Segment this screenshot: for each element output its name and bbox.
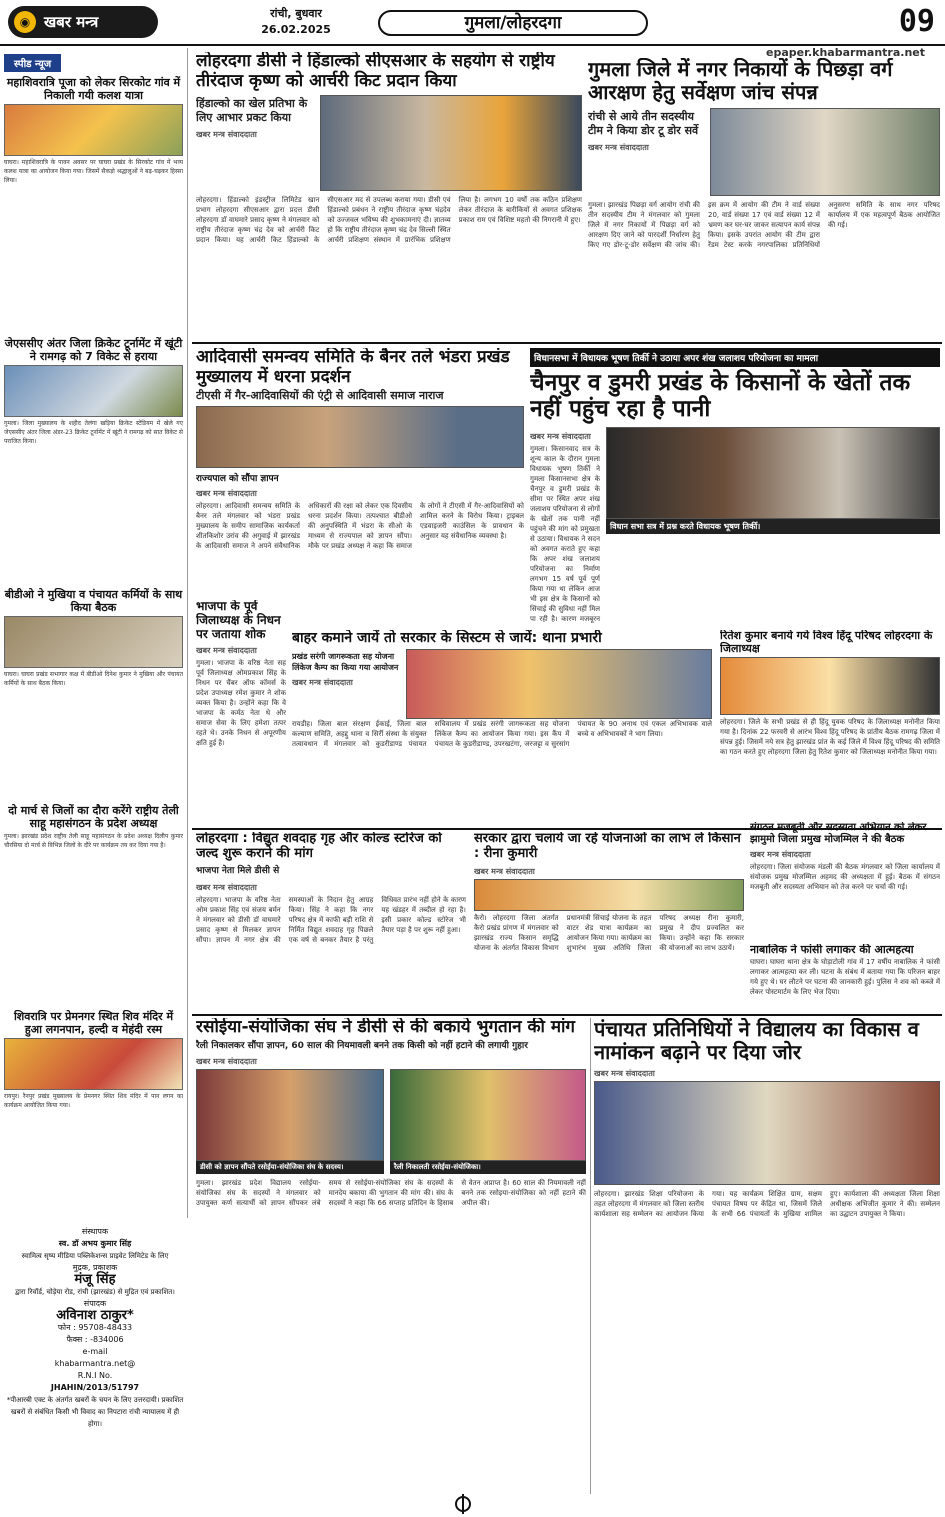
brief-headline: महाशिवरात्रि पूजा को लेकर सिरकोट गांव में निकाली गयी कलश यात्रा bbox=[6, 76, 181, 102]
story-byline: खबर मन्त्र संवाददाता bbox=[750, 850, 811, 859]
founder-name: स्व. डॉ अभय कुमार सिंह bbox=[58, 1239, 132, 1248]
story-byline: खबर मन्त्र संवाददाता bbox=[530, 431, 591, 441]
story-photo bbox=[710, 108, 940, 196]
brand-name: खबर मन्त्र bbox=[44, 13, 99, 31]
brief-photo bbox=[4, 616, 183, 668]
story-reena bbox=[474, 832, 744, 1010]
story-photo bbox=[196, 1069, 384, 1161]
story-body: गुमला। झारखंड पिछड़ा वर्ग आयोग रांची की तीन सदस्यीय टीम ने मंगलवार को गुमला जिले में नगर निकायों में पिछड़ा वर्ग को आरक्षण दिए जाने को पारदर्शी निर्धारण हेतु किए गए डोर-टू-डोर सर्वेक्षण की जांच की। इस क्रम में आयोग की टीम ने वार्ड संख्या 20, वार्ड संख्या 17 एवं वार्ड संख्या 12 में भ्रमण कर घर-घर जाकर सत्यापन कार्य संपन्न किया। इसके उपरांत आयोग की टीम द्वारा रेंडम टेस्ट करके नगरपालिका प्रतिनिधियों अनुसरण समिति के साथ नगर परिषद कार्यालय में एक महत्वपूर्ण बैठक आयोजित की गई। bbox=[588, 201, 940, 249]
story-archery bbox=[196, 52, 582, 340]
story-photo bbox=[406, 649, 712, 719]
story-body: लोहरदगा। भाजपा के वरिष्ठ नेता ओम प्रकाश सिंह एवं संजय बर्मन ने मंगलवार को डीसी डॉ वाघमारे प्रसाद कृष्ण से मिलकर ज्ञापन सौंपा। ज्ञापन में नगर क्षेत्र की समस्याओं के निदान हेतु आग्रह किया। सिंह ने कहा कि नगर परिषद क्षेत्र में काफी बड़ी राशि से निर्मित विद्युत शवदाह गृह पिछले एक वर्ष से बनकर तैयार है परंतु विधिवत प्रारंभ नहीं होने के कारण यह खंडहर में तब्दील हो रहा है। इसी प्रकार कोल्ड स्टोरेज भी तैयार पड़ा है पर शुरू नहीं हुआ। bbox=[196, 895, 466, 944]
brief-item bbox=[4, 337, 183, 582]
story-body: लोहरदगा। जिला संयोजक मंडली की बैठक मंगलवार को जिला कार्यालय में संयोजक प्रमुख मोजम्मिल अहमद की अध्यक्षता में हुई। बैठक में संगठन मजबूती और सदस्यता अभियान को तेज करने पर चर्चा की गई। bbox=[750, 863, 940, 891]
story-body: लोहरदगा। आदिवासी समन्वय समिति के बैनर तले मंगलवार को भंडरा प्रखंड मुख्यालय के समीप सामाजिक कार्यकर्ता शीतकिशोर उरांव की अगुवाई में झारखंड के आदिवासी समाज ने अपने संवैधानिक अधिकारों की रक्षा को लेकर एक दिवसीय धरना प्रदर्शन किया। तत्पश्चात बीडीओ की अनुपस्थिति में भंडरा के सीओ के माध्यम से राज्यपाल को ज्ञापन सौंपा। मौके पर प्रखंड अध्यक्ष ने कहा कि समाज के लोगों ने टीएसी में गैर-आदिवासियों को शामिल करने के विरोध किया। ट्राइबल एडवाइजरी काउंसिल के प्रावधान के अनुसार यह संवैधानिक व्यवस्था है। bbox=[196, 502, 524, 551]
rni-number: JHAHIN/2013/51797 bbox=[50, 1383, 140, 1392]
printer-name: मंजू सिंह bbox=[74, 1272, 116, 1287]
story-kicker: विधानसभा में विधायक भूषण तिर्की ने उठाया अपर शंख जलाशय परियोजना का मामला bbox=[530, 348, 940, 367]
story-headline[interactable]: लोहरदगा डीसी ने हिंडाल्को सीएसआर के सहयोग से राष्ट्रीय तीरंदाज कृष्ण को आर्चरी किट प्रदान किया bbox=[196, 52, 555, 91]
story-deck: प्रखंड सरंगी जागरूकता सह योजना लिंकेज कैम्प का किया गया आयोजन bbox=[292, 652, 399, 673]
editor-label: संपादक bbox=[83, 1299, 107, 1308]
brief-item bbox=[4, 1010, 183, 1200]
story-deck: रैली निकालकर सौंपा ज्ञापन, 60 साल की नियमावली बनने तक किसी को नहीं हटाने की लगायी गुहार bbox=[196, 1040, 528, 1051]
story-byline: खबर मन्त्र संवाददाता bbox=[588, 143, 649, 152]
story-headline[interactable]: रसोईया-संयोजिका संघ ने डीसी से की बकाये भुगतान की मांग bbox=[196, 1018, 576, 1037]
speed-news-column bbox=[0, 48, 188, 1218]
column-rule bbox=[590, 1018, 591, 1494]
story-byline: खबर मन्त्र संवाददाता bbox=[594, 1069, 655, 1078]
photo-caption: रैली निकालती रसोईया-संयोजिका। bbox=[390, 1161, 586, 1174]
brief-item bbox=[4, 588, 183, 798]
brief-body: घाघरा। महाशिवरात्रि के पावन अवसर पर घाघरा प्रखंड के सिरकोट गांव में भव्य कलश यात्रा का आयोजन किया गया। जिसमें सैकड़ो श्रद्धालुओं ने बढ़-चढ़कर हिस्सा लिया। bbox=[4, 159, 183, 184]
dateline bbox=[246, 6, 346, 38]
story-cooks-union bbox=[196, 1018, 586, 1490]
story-survey bbox=[588, 58, 940, 340]
brief-body: रायपुर। रैनपुर प्रखंड मुख्यालय के प्रेमनगर स्थित शिव मंदिर में पान लगन का कार्यक्रम आयोजित किया गया। bbox=[4, 1093, 183, 1109]
story-subhead: राज्यपाल को सौंपा ज्ञापन bbox=[196, 474, 279, 485]
brief-headline: जेएससीए अंतर जिला क्रिकेट टूर्नामेंट में खूंटी ने रामगढ़ को 7 विकेट से हराया bbox=[4, 337, 183, 363]
imprint-box bbox=[6, 1226, 184, 1506]
story-body: लोहरदगा। जिले के सभी प्रखंड से ही हिंदू युवक परिषद के जिलाध्यक्ष मनोनीत किया गया है। दिनांक 22 फरवरी से आरंभ विश्व हिंदू परिषद के प्रांतीय बैठक रामगढ़ जिला में संपन्न हुई। जिसमें नये सत्र हेतु झारखंड प्रांत के कई जिले में विश्व हिंदू परिषद की समिति का गठन करते हुए लोहरदगा जिला हेतु रितेश कुमार को जिलाध्यक्ष मनोनीत किया गया। bbox=[720, 718, 940, 757]
story-headline[interactable]: संगठन मजबूती और सदस्यता अभियान को लेकर झामुमो जिला प्रमुख मोजम्मिल ने की बैठक bbox=[750, 822, 927, 845]
story-photo bbox=[606, 427, 940, 519]
printer-label: मुद्रक, प्रकाशक bbox=[72, 1263, 118, 1272]
story-panchayat bbox=[594, 1018, 940, 1490]
story-headline[interactable]: भाजपा के पूर्व जिलाध्यक्ष के निधन पर जताया शोक bbox=[196, 600, 281, 641]
edition-url[interactable]: epaper.khabarmantra.net bbox=[766, 46, 925, 59]
print-address: द्वारा रिवॉर्ड, चोड़ेया रोड, रांची (झारखंड) से मुद्रित एवं प्रकाशित। bbox=[15, 1288, 175, 1296]
story-body: लोहरदगा। झारखंड शिक्षा परियोजना के तहत लोहरदगा में मंगलवार को जिला स्तरीय कार्यशाला सह सम्मेलन का आयोजन किया गया। यह कार्यक्रम शिक्षित ग्राम, सक्षम पंचायत विषय पर केंद्रित था, जिसमें जिले के सभी 66 पंचायतों के मुखिया शामिल हुए। कार्यशाला की अध्यक्षता जिला शिक्षा अधीक्षक अभिजीत कुमार ने की। सम्मेलन का उद्घाटन उपायुक्त ने किया। bbox=[594, 1190, 940, 1218]
story-headline[interactable]: पंचायत प्रतिनिधियों ने विद्यालय का विकास व नामांकन बढ़ाने पर दिया जोर bbox=[594, 1018, 919, 1064]
story-body: कैरो। लोहरदगा जिला अंतर्गत कैरो प्रखंड प्रांगण में मंगलवार को झारखंड राज्य किसान समृद्धि योजना के अंतर्गत विकास विभाग प्रधानमंत्री सिंचाई योजना के तहत वाटर शेड यात्रा कार्यक्रम का आयोजन किया गया। कार्यक्रम का शुभारंभ मुख्य अतिथि जिला परिषद अध्यक्ष रीना कुमारी, प्रमुख ने दीप प्रज्वलित कर किया। उन्होंने कहा कि सरकार की योजनाओं का लाभ उठायें। bbox=[474, 913, 744, 952]
story-byline: खबर मन्त्र संवाददाता bbox=[196, 1056, 257, 1066]
section-rule bbox=[192, 342, 942, 344]
story-photo bbox=[320, 95, 582, 191]
brand-mark-icon: ◉ bbox=[14, 11, 36, 33]
story-suicide bbox=[750, 944, 940, 1012]
brief-item bbox=[4, 804, 183, 1004]
issue-date: 26.02.2025 bbox=[261, 23, 331, 36]
story-body: घाघरा। घाघरा थाना क्षेत्र के घोड़ाटोली गांव में 17 वर्षीय नाबालिक ने फांसी लगाकर आत्महत्या कर ली। घटना के संबंध में बताया गया कि परिजन बाहर गये हुए थे। घर लौटने पर घटना की जानकारी हुई। पुलिस ने शव को कब्जे में लेकर पोस्टमार्टम के लिए भेज दिया। bbox=[750, 957, 940, 996]
story-byline: खबर मन्त्र संवाददाता bbox=[292, 678, 353, 688]
photo-caption: विधान सभा सत्र में प्रश्न करते विधायक भूषण तिर्की। bbox=[606, 519, 940, 534]
story-byline: खबर मन्त्र संवाददाता bbox=[196, 646, 257, 656]
legal-note: *पीआरबी एक्ट के अंतर्गत खबरों के चयन के लिए उत्तरदायी। प्रकाशित खबरों से संबंधित किसी भी विवाद का निपटारा रांची न्यायालय में ही होगा। bbox=[6, 1396, 184, 1428]
story-photo bbox=[390, 1069, 586, 1161]
story-body: गुमला। झारखंड प्रदेश विद्यालय रसोईया-संयोजिका संघ के सदस्यों ने मंगलवार को उपायुक्त कर्ण सत्यार्थी को ज्ञापन सौंपकर लंबे समय से रसोईया-संयोजिका संघ के सदस्यों के मानदेय बकाया की भुगतान की मांग की। संघ के सदस्यों ने कहा कि 66 सप्ताह प्रतिदिन के हिसाब से वेतन अप्राप्त है। 60 साल की नियमावली नहीं बनने तक रसोइया-संयोजिका को नहीं हटाने की अपील की। bbox=[196, 1178, 586, 1207]
brief-headline: शिवरात्रि पर प्रेमनगर स्थित शिव मंदिर में हुआ लगनपान, हल्दी व मेहंदी रस्म bbox=[13, 1010, 174, 1036]
story-photo bbox=[594, 1081, 940, 1185]
story-headline[interactable]: आदिवासी समन्वय समिति के बैनर तले भंडरा प्रखंड मुख्यालय में धरना प्रदर्शन bbox=[196, 348, 510, 387]
story-headline[interactable]: सरकार द्वारा चलाये जा रहे योजनाओं का लाभ ले किसान : रीना कुमारी bbox=[474, 832, 741, 861]
story-deck: भाजपा नेता मिले डीसी से bbox=[196, 865, 280, 876]
story-photo bbox=[474, 879, 744, 911]
story-photo bbox=[720, 657, 940, 715]
speed-news-tag: स्पीड न्यूज bbox=[4, 54, 61, 72]
story-farmers bbox=[530, 348, 940, 624]
masthead bbox=[0, 0, 945, 46]
story-body: लोहरदगा। हिंडाल्को इंडस्ट्रीज लिमिटेड खान प्रभाग लोहरदगा सीएसआर द्वारा प्रदत्त डीसी लोहरदगा डॉ वाघमारे प्रसाद कृष्ण ने मंगलवार को राष्ट्रीय तीरंदाज कृष्ण चंद्र देव को आर्चरी किट प्रदान किया। यह आर्चरी किट हिंडाल्को के सीएसआर मद से उपलब्ध कराया गया। डीसी एवं हिंडाल्को प्रबंधन ने राष्ट्रीय तीरंदाज कृष्ण चंद्रदेव को उज्जवल भविष्य की शुभकामनाएं दी। ज्ञातव्य हो कि राष्ट्रीय तीरंदाज कृष्ण चंद्र देव सिल्ली स्थित आर्चरी प्रशिक्षण संस्थान में प्रारंभिक प्रशिक्षण लिया है। लगभग 10 वर्षों तक कठिन प्रशिक्षण लेकर तीरंदाज के बारीकियों से अवगत प्रशिक्षक प्रकाश राम एवं विशिष्ट महतो की निगरानी में हुए। bbox=[196, 196, 582, 245]
story-jmm-meeting bbox=[750, 822, 940, 940]
story-byline: खबर मन्त्र संवाददाता bbox=[474, 866, 535, 876]
story-byline: खबर मन्त्र संवाददाता bbox=[196, 489, 257, 499]
brief-body: घाघरा। घाघरा प्रखंड सभागार कक्ष में बीडीओ दिनेश कुमार ने मुखिया और पंचायत कर्मियों के साथ बैठक किया। bbox=[4, 671, 183, 687]
story-body: गुमला। किसानवाद सत्र के शून्य काल के दौरान गुमला विधायक भूषण तिर्की ने गुमला किसानसभा क्षेत्र के चैनपुर व डुमरी प्रखंड के सीमा पर स्थित अपर शंख जलाशय परियोजना से लोगों के खेतों तक पानी नहीं पहुंचने की मांग को प्रमुखता से उठाया। विधायक ने सदन को अवगत कराते हुए कहा कि अपर शंख जलाशय परियोजना का निर्माण लगभग 15 वर्ष पूर्व पूर्ण किया गया था लेकिन आज भी इस क्षेत्र के किसानों को सिंचाई की सुविधा नहीं मिल पा रही है। कारण मजबूरन bbox=[530, 444, 600, 623]
registration-mark-icon bbox=[455, 1496, 471, 1512]
email[interactable]: khabarmantra.net@ bbox=[54, 1359, 136, 1368]
brief-photo bbox=[4, 365, 183, 417]
brief-headline: बीडीओ ने मुखिया व पंचायत कर्मियों के साथ किया बैठक bbox=[4, 588, 183, 614]
story-headline[interactable]: चैनपुर व डुमरी प्रखंड के किसानों के खेतों तक नहीं पहुंच रहा है पानी bbox=[530, 370, 911, 423]
photo-caption: डीसी को ज्ञापन सौंपते रसोईया-संयोजिका संघ के सदस्य। bbox=[196, 1161, 384, 1174]
story-body: रायडीह। जिला बाल संरक्षण ईकाई, जिला बाल कल्याण समिति, अहद्दु थाना व सिर्री संस्था के संयुक्त तत्वावधान में मंगलवार को कुडरीडाण्ड पंचायत सचिवालय में प्रखंड सरंगी जागरूकता सह योजना लिंकेज कैम्प का आयोजन किया गया। इस कैंप में पंचायत के कुडरीडाण्ड, उपरखटंगा, जरजट्टा व सुरसांग पंचायत के 90 अनाथ एवं एकल अभिभावक वाले बच्चे व अभिभावकों ने भाग लिया। bbox=[292, 720, 712, 749]
story-deck: रांची से आये तीन सदस्यीय टीम ने किया डोर टू डोर सर्वे bbox=[588, 110, 699, 137]
story-photo bbox=[196, 406, 524, 468]
story-body: गुमला। भाजपा के वरिष्ठ नेता सह पूर्व जिलाध्यक्ष ओमप्रकाश सिंह के निधन पर चैंबर ऑफ कॉमर्स के प्रदेश उपाध्यक्ष रमेश कुमार ने शोक व्यक्त किया है। उन्होंने कहा कि वे भाजपा के कर्मठ नेता थे और समाज सेवा के लिए हमेशा तत्पर रहते थे। उनके निधन से अपूरणीय क्षति हुई है। bbox=[196, 659, 286, 748]
story-byline: खबर मन्त्र संवाददाता bbox=[196, 882, 257, 892]
story-byline: खबर मन्त्र संवाददाता bbox=[196, 130, 257, 140]
brief-body: गुमला। जिला मुख्यालय के शहीद तेलंगा खड़िया क्रिकेट स्टेडियम में खेले गए जेएससीए अंतर जिला अंडर-23 क्रिकेट टूर्नामेंट में खूंटी ने रामगढ़ को सात विकेट से पराजित किया। bbox=[4, 420, 183, 445]
brief-photo bbox=[4, 1038, 183, 1090]
story-headline[interactable]: रितेश कुमार बनाये गये विश्व हिंदू परिषद लोहरदगा के जिलाध्यक्ष bbox=[720, 630, 933, 655]
story-police bbox=[292, 630, 712, 826]
founder-label: संस्थापक bbox=[81, 1227, 109, 1236]
story-deck: हिंडाल्को का खेल प्रतिभा के लिए आभार प्रकट किया bbox=[196, 97, 308, 125]
phone: फोन : 95708-48433 bbox=[57, 1323, 133, 1332]
brand-logo[interactable] bbox=[8, 6, 158, 38]
story-bjp bbox=[196, 600, 286, 830]
page-number: 09 bbox=[898, 4, 935, 39]
story-deck: टीएसी में गैर-आदिवासियों की एंट्री से आदिवासी समाज नाराज bbox=[196, 389, 444, 403]
story-headline[interactable]: नाबालिक ने फांसी लगाकर की आत्महत्या bbox=[750, 944, 914, 956]
brief-body: गुमला। झारखंड प्रदेश राष्ट्रीय तेली साहू महासंगठन के प्रदेश अध्यक्ष दिलीप कुमार चौरसिया दो मार्च से विभिन्न जिलों के दौरे पर कार्यक्रम तय कर दिया गया है। bbox=[4, 833, 183, 849]
brief-headline: दो मार्च से जिलों का दौरा करेंगे राष्ट्रीय तेली साहू महासंगठन के प्रदेश अध्यक्ष bbox=[8, 804, 179, 830]
owner-line: स्वामित्व सृष्य मीडिया पब्लिकेशन्स प्राइवेट लिमिटेड के लिए bbox=[21, 1252, 169, 1260]
city-day: रांची, बुधवार bbox=[270, 7, 322, 20]
brief-photo bbox=[4, 104, 183, 156]
email-label: e-mail bbox=[82, 1347, 108, 1356]
story-adivasi bbox=[196, 348, 524, 594]
section-rule bbox=[192, 1014, 942, 1016]
story-headline[interactable]: गुमला जिले में नगर निकायों के पिछड़ा वर्ग आरक्षण हेतु सर्वेक्षण जांच संपन्न bbox=[588, 58, 893, 104]
rni-label: R.N.I No. bbox=[77, 1371, 113, 1380]
story-cold-storage bbox=[196, 832, 466, 1010]
editor-name: अविनाश ठाकुर* bbox=[56, 1308, 134, 1323]
section-title: गुमला/लोहरदगा bbox=[378, 10, 648, 36]
fax: फैक्स : -834006 bbox=[66, 1335, 124, 1344]
story-headline[interactable]: लोहरदगा : विद्युत शवदाह गृह और कोल्ड स्टोरेज को जल्द शुरू कराने की मांग bbox=[196, 832, 442, 861]
brief-item bbox=[4, 76, 183, 331]
story-headline[interactable]: बाहर कमाने जायें तो सरकार के सिस्टम से जायें: थाना प्रभारी bbox=[292, 630, 602, 646]
story-vhp bbox=[720, 630, 940, 816]
